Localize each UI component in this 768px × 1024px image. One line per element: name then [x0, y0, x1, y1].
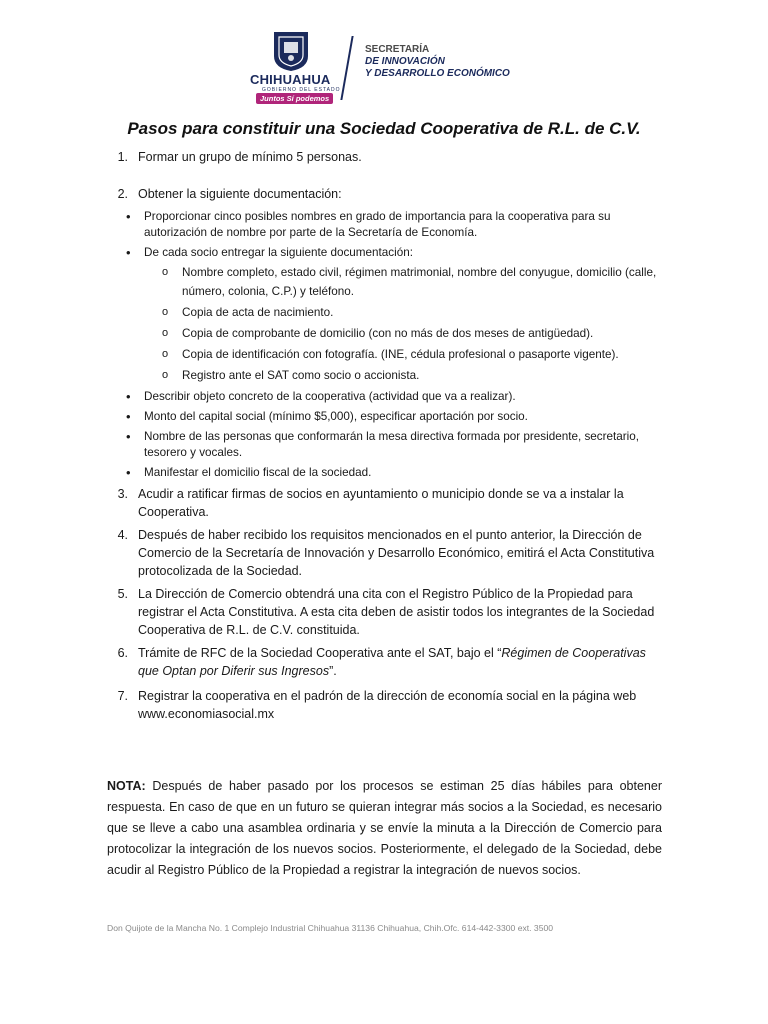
step-number: 4.	[117, 528, 128, 542]
document-title: Pasos para constituir una Sociedad Cooperativa de R.L. de C.V.	[127, 119, 641, 138]
steps-list	[108, 148, 666, 723]
brand-name: CHIHUAHUA	[250, 72, 331, 87]
step-1	[108, 148, 666, 166]
list-item: • Nombre de las personas que conformarán la mesa directiva formada por presidente, secretario, tesorero y vocales.	[108, 429, 666, 461]
list-item: o Copia de identificación con fotografía. (INE, cédula profesional o pasaporte vigente).	[144, 345, 666, 364]
step-2	[108, 185, 666, 481]
step-4	[108, 526, 666, 580]
list-item: o Copia de acta de nacimiento.	[144, 303, 666, 322]
step-text: Acudir a ratificar firmas de socios en ayuntamiento o municipio donde se va a instalar la Cooperativa.	[138, 487, 624, 519]
header-divider	[340, 36, 353, 100]
note-label: NOTA:	[107, 779, 146, 793]
secretariat-line-2: DE INNOVACIÓN	[365, 56, 445, 67]
step-5	[108, 585, 666, 639]
brand-subtitle: GOBIERNO DEL ESTADO	[262, 87, 341, 93]
footer-address: Don Quijote de la Mancha No. 1 Complejo Industrial Chihuahua 31136 Chihuahua, Chih.Ofc. 614-442-3300 ext. 3500	[107, 923, 554, 933]
step-number: 3.	[117, 487, 128, 501]
step-number: 2.	[117, 187, 128, 201]
list-item: • Manifestar el domicilio fiscal de la sociedad.	[108, 465, 666, 481]
step-6	[108, 644, 666, 680]
list-item: • Proporcionar cinco posibles nombres en grado de importancia para la cooperativa para su autorización de nombre por parte de la Secretaría de Economía.	[108, 209, 666, 241]
note-text: Después de haber pasado por los procesos se estiman 25 días hábiles para obtener respuesta. En caso de que en un futuro se quieran integrar más socios a la Sociedad, es necesario que se lleve a cabo una asamblea ordinaria y se envíe la minuta a la Dirección de Comercio para protocolizar la integración de los nuevos socios. Posteriormente, el delegado de la Sociedad, debe acudir al Registro Público de la Propiedad a registrar la integración de nuevos socios.	[107, 779, 662, 877]
step-text: Formar un grupo de mínimo 5 personas.	[138, 150, 362, 164]
secretariat-name	[365, 44, 510, 80]
step-number: 5.	[117, 587, 128, 601]
step-number: 7.	[117, 689, 128, 703]
list-item-text: De cada socio entregar la siguiente documentación:	[144, 246, 413, 259]
documents-bullet-list	[108, 209, 666, 481]
regime-name: Régimen de Cooperativas que Optan por Diferir sus Ingresos	[138, 646, 646, 678]
note-paragraph	[107, 776, 662, 881]
step-3	[108, 485, 666, 521]
step-number: 6.	[117, 646, 128, 660]
list-item: • Describir objeto concreto de la cooperativa (actividad que va a realizar).	[108, 389, 666, 405]
brand-tagline: Juntos Sí podemos	[256, 93, 333, 104]
step-text-post: ”.	[329, 664, 337, 678]
step-text-pre: Trámite de RFC de la Sociedad Cooperativa ante el SAT, bajo el “	[138, 646, 502, 660]
step-text: Después de haber recibido los requisitos mencionados en el punto anterior, la Dirección de Comercio de la Secretaría de Innovación y Desarrollo Económico, emitirá el Acta Constitutiva protocolizada de la Sociedad.	[138, 528, 655, 578]
step-text: Registrar la cooperativa en el padrón de la dirección de economía social en la página web www.economiasocial.mx	[138, 689, 637, 721]
secretariat-line-3: Y DESARROLLO ECONÓMICO	[365, 68, 510, 79]
list-item: • Monto del capital social (mínimo $5,000), especificar aportación por socio.	[108, 409, 666, 425]
list-item: o Nombre completo, estado civil, régimen matrimonial, nombre del conyugue, domicilio (calle, número, colonia, C.P.) y teléfono.	[144, 263, 666, 301]
secretariat-line-1: SECRETARÍA	[365, 44, 430, 55]
partner-documents-list	[144, 263, 666, 385]
letterhead	[250, 30, 550, 105]
list-item	[108, 245, 666, 385]
state-seal-icon	[272, 30, 310, 72]
step-text: La Dirección de Comercio obtendrá una cita con el Registro Público de la Propiedad para registrar el Acta Constitutiva. A esta cita deben de asistir todos los integrantes de la Sociedad Cooperativa de R.L. de C.V. constituida.	[138, 587, 655, 637]
list-item: o Copia de comprobante de domicilio (con no más de dos meses de antigüedad).	[144, 324, 666, 343]
step-text: Obtener la siguiente documentación:	[138, 187, 342, 201]
step-7	[108, 687, 666, 723]
list-item: o Registro ante el SAT como socio o accionista.	[144, 366, 666, 385]
step-number: 1.	[117, 150, 128, 164]
